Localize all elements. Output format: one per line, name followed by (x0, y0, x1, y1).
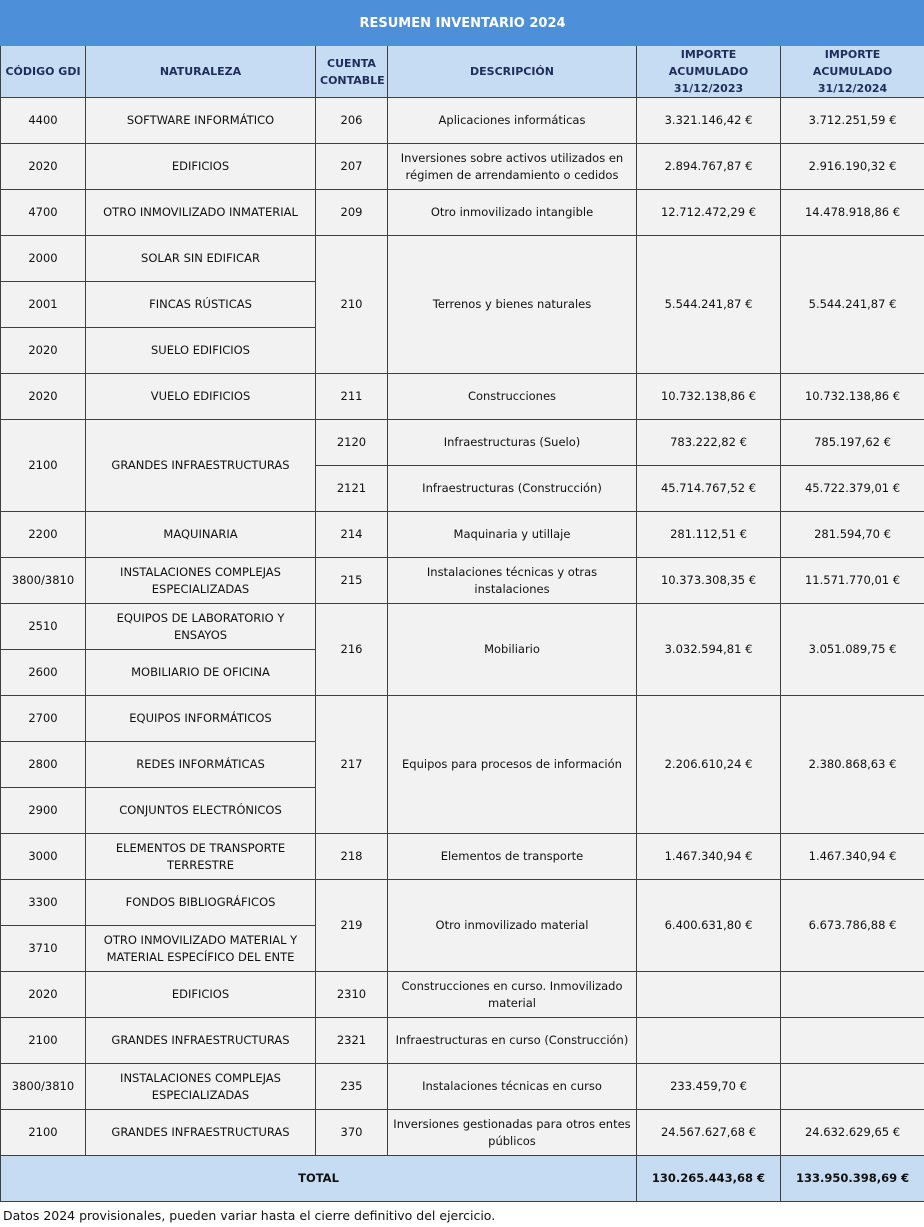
cell-importe-2024: 3.712.251,59 € (781, 98, 924, 144)
cell-naturaleza: MAQUINARIA (86, 512, 316, 558)
cell-codigo: 3300 (1, 880, 86, 926)
cell-importe-2023: 783.222,82 € (637, 420, 781, 466)
cell-importe-2023: 233.459,70 € (637, 1064, 781, 1110)
cell-codigo: 2001 (1, 282, 86, 328)
cell-descripcion: Elementos de transporte (388, 834, 637, 880)
cell-codigo: 2100 (1, 1018, 86, 1064)
cell-cuenta: 211 (316, 374, 388, 420)
cell-descripcion: Otro inmovilizado intangible (388, 190, 637, 236)
cell-importe-2024: 2.916.190,32 € (781, 144, 924, 190)
table-row (1, 144, 924, 190)
cell-importe-2024: 10.732.138,86 € (781, 374, 924, 420)
cell-naturaleza: MOBILIARIO DE OFICINA (86, 650, 316, 696)
cell-cuenta: 216 (316, 604, 388, 696)
header-row (1, 46, 924, 98)
cell-descripcion: Construcciones en curso. Inmovilizado material (388, 972, 637, 1018)
cell-cuenta: 209 (316, 190, 388, 236)
header-cuenta-contable: CUENTA CONTABLE (316, 46, 388, 98)
cell-naturaleza: OTRO INMOVILIZADO MATERIAL Y MATERIAL ESPECÍFICO DEL ENTE (86, 926, 316, 972)
cell-descripcion: Otro inmovilizado material (388, 880, 637, 972)
cell-importe-2023: 2.894.767,87 € (637, 144, 781, 190)
cell-descripcion: Maquinaria y utillaje (388, 512, 637, 558)
cell-importe-2023: 10.373.308,35 € (637, 558, 781, 604)
cell-cuenta: 370 (316, 1110, 388, 1156)
cell-cuenta: 207 (316, 144, 388, 190)
cell-naturaleza: FINCAS RÚSTICAS (86, 282, 316, 328)
cell-codigo: 2510 (1, 604, 86, 650)
cell-naturaleza: FONDOS BIBLIOGRÁFICOS (86, 880, 316, 926)
cell-naturaleza: OTRO INMOVILIZADO INMATERIAL (86, 190, 316, 236)
header-descripcion: DESCRIPCIÓN (388, 46, 637, 98)
table-row (1, 834, 924, 880)
table-row (1, 696, 924, 742)
table-row (1, 190, 924, 236)
cell-importe-2024: 1.467.340,94 € (781, 834, 924, 880)
cell-descripcion: Construcciones (388, 374, 637, 420)
total-label: TOTAL (1, 1156, 637, 1202)
table-row (1, 236, 924, 282)
cell-naturaleza: EQUIPOS INFORMÁTICOS (86, 696, 316, 742)
cell-importe-2023: 6.400.631,80 € (637, 880, 781, 972)
header-importe-2023: IMPORTE ACUMULADO 31/12/2023 (637, 46, 781, 98)
footnote: Datos 2024 provisionales, pueden variar hasta el cierre definitivo del ejercicio. (3, 1208, 496, 1223)
table-row (1, 512, 924, 558)
cell-naturaleza: SUELO EDIFICIOS (86, 328, 316, 374)
cell-importe-2024 (781, 1064, 924, 1110)
cell-naturaleza: REDES INFORMÁTICAS (86, 742, 316, 788)
cell-cuenta: 214 (316, 512, 388, 558)
cell-codigo: 2100 (1, 420, 86, 512)
cell-descripcion: Inversiones sobre activos utilizados en régimen de arrendamiento o cedidos (388, 144, 637, 190)
cell-codigo: 2200 (1, 512, 86, 558)
cell-naturaleza: SOFTWARE INFORMÁTICO (86, 98, 316, 144)
cell-importe-2023: 12.712.472,29 € (637, 190, 781, 236)
cell-descripcion: Equipos para procesos de información (388, 696, 637, 834)
cell-importe-2023: 3.032.594,81 € (637, 604, 781, 696)
cell-importe-2023: 2.206.610,24 € (637, 696, 781, 834)
cell-codigo: 2020 (1, 972, 86, 1018)
cell-descripcion: Infraestructuras (Construcción) (388, 466, 637, 512)
cell-cuenta: 2120 (316, 420, 388, 466)
cell-importe-2024: 6.673.786,88 € (781, 880, 924, 972)
cell-naturaleza: INSTALACIONES COMPLEJAS ESPECIALIZADAS (86, 558, 316, 604)
cell-importe-2024: 785.197,62 € (781, 420, 924, 466)
table-row (1, 880, 924, 926)
cell-descripcion: Infraestructuras (Suelo) (388, 420, 637, 466)
cell-naturaleza: GRANDES INFRAESTRUCTURAS (86, 1110, 316, 1156)
cell-naturaleza: VUELO EDIFICIOS (86, 374, 316, 420)
cell-importe-2023: 24.567.627,68 € (637, 1110, 781, 1156)
cell-importe-2023: 45.714.767,52 € (637, 466, 781, 512)
cell-descripcion: Terrenos y bienes naturales (388, 236, 637, 374)
cell-descripcion: Instalaciones técnicas en curso (388, 1064, 637, 1110)
cell-descripcion: Instalaciones técnicas y otras instalaciones (388, 558, 637, 604)
cell-naturaleza: INSTALACIONES COMPLEJAS ESPECIALIZADAS (86, 1064, 316, 1110)
cell-codigo: 2600 (1, 650, 86, 696)
cell-codigo: 3710 (1, 926, 86, 972)
cell-codigo: 4700 (1, 190, 86, 236)
cell-importe-2024: 45.722.379,01 € (781, 466, 924, 512)
cell-cuenta: 2121 (316, 466, 388, 512)
cell-importe-2024 (781, 1018, 924, 1064)
table-row (1, 420, 924, 466)
cell-naturaleza: GRANDES INFRAESTRUCTURAS (86, 1018, 316, 1064)
cell-importe-2023: 1.467.340,94 € (637, 834, 781, 880)
cell-descripcion: Inversiones gestionadas para otros entes públicos (388, 1110, 637, 1156)
cell-codigo: 2700 (1, 696, 86, 742)
cell-naturaleza: GRANDES INFRAESTRUCTURAS (86, 420, 316, 512)
cell-descripcion: Mobiliario (388, 604, 637, 696)
header-codigo-gdi: CÓDIGO GDI (1, 46, 86, 98)
cell-importe-2023: 5.544.241,87 € (637, 236, 781, 374)
header-naturaleza: NATURALEZA (86, 46, 316, 98)
total-importe-2024: 133.950.398,69 € (781, 1156, 924, 1202)
cell-codigo: 2020 (1, 328, 86, 374)
table-title: RESUMEN INVENTARIO 2024 (1, 1, 924, 46)
cell-naturaleza: EQUIPOS DE LABORATORIO Y ENSAYOS (86, 604, 316, 650)
cell-codigo: 2900 (1, 788, 86, 834)
table-row (1, 374, 924, 420)
cell-naturaleza: CONJUNTOS ELECTRÓNICOS (86, 788, 316, 834)
cell-naturaleza: ELEMENTOS DE TRANSPORTE TERRESTRE (86, 834, 316, 880)
table-row (1, 98, 924, 144)
cell-codigo: 2000 (1, 236, 86, 282)
cell-naturaleza: SOLAR SIN EDIFICAR (86, 236, 316, 282)
cell-codigo: 2020 (1, 374, 86, 420)
cell-cuenta: 219 (316, 880, 388, 972)
cell-importe-2024: 5.544.241,87 € (781, 236, 924, 374)
total-importe-2023: 130.265.443,68 € (637, 1156, 781, 1202)
cell-importe-2023: 3.321.146,42 € (637, 98, 781, 144)
total-row (1, 1156, 924, 1202)
cell-importe-2023 (637, 972, 781, 1018)
table-row (1, 972, 924, 1018)
cell-cuenta: 215 (316, 558, 388, 604)
cell-codigo: 3800/3810 (1, 1064, 86, 1110)
cell-codigo: 4400 (1, 98, 86, 144)
cell-importe-2023: 10.732.138,86 € (637, 374, 781, 420)
header-importe-2024: IMPORTE ACUMULADO 31/12/2024 (781, 46, 924, 98)
cell-descripcion: Infraestructuras en curso (Construcción) (388, 1018, 637, 1064)
cell-importe-2024: 3.051.089,75 € (781, 604, 924, 696)
cell-importe-2024: 11.571.770,01 € (781, 558, 924, 604)
cell-cuenta: 217 (316, 696, 388, 834)
cell-cuenta: 206 (316, 98, 388, 144)
cell-cuenta: 218 (316, 834, 388, 880)
cell-importe-2024: 2.380.868,63 € (781, 696, 924, 834)
cell-importe-2023: 281.112,51 € (637, 512, 781, 558)
cell-cuenta: 235 (316, 1064, 388, 1110)
table-row (1, 604, 924, 650)
cell-naturaleza: EDIFICIOS (86, 972, 316, 1018)
cell-codigo: 3000 (1, 834, 86, 880)
cell-cuenta: 210 (316, 236, 388, 374)
cell-codigo: 2020 (1, 144, 86, 190)
cell-importe-2024: 14.478.918,86 € (781, 190, 924, 236)
table-row (1, 1110, 924, 1156)
cell-importe-2024: 281.594,70 € (781, 512, 924, 558)
cell-codigo: 2800 (1, 742, 86, 788)
cell-importe-2023 (637, 1018, 781, 1064)
cell-importe-2024: 24.632.629,65 € (781, 1110, 924, 1156)
cell-codigo: 3800/3810 (1, 558, 86, 604)
cell-naturaleza: EDIFICIOS (86, 144, 316, 190)
cell-cuenta: 2321 (316, 1018, 388, 1064)
table-row (1, 558, 924, 604)
table-row (1, 1064, 924, 1110)
cell-descripcion: Aplicaciones informáticas (388, 98, 637, 144)
cell-importe-2024 (781, 972, 924, 1018)
table-row (1, 1018, 924, 1064)
cell-cuenta: 2310 (316, 972, 388, 1018)
cell-codigo: 2100 (1, 1110, 86, 1156)
title-row (1, 1, 924, 46)
